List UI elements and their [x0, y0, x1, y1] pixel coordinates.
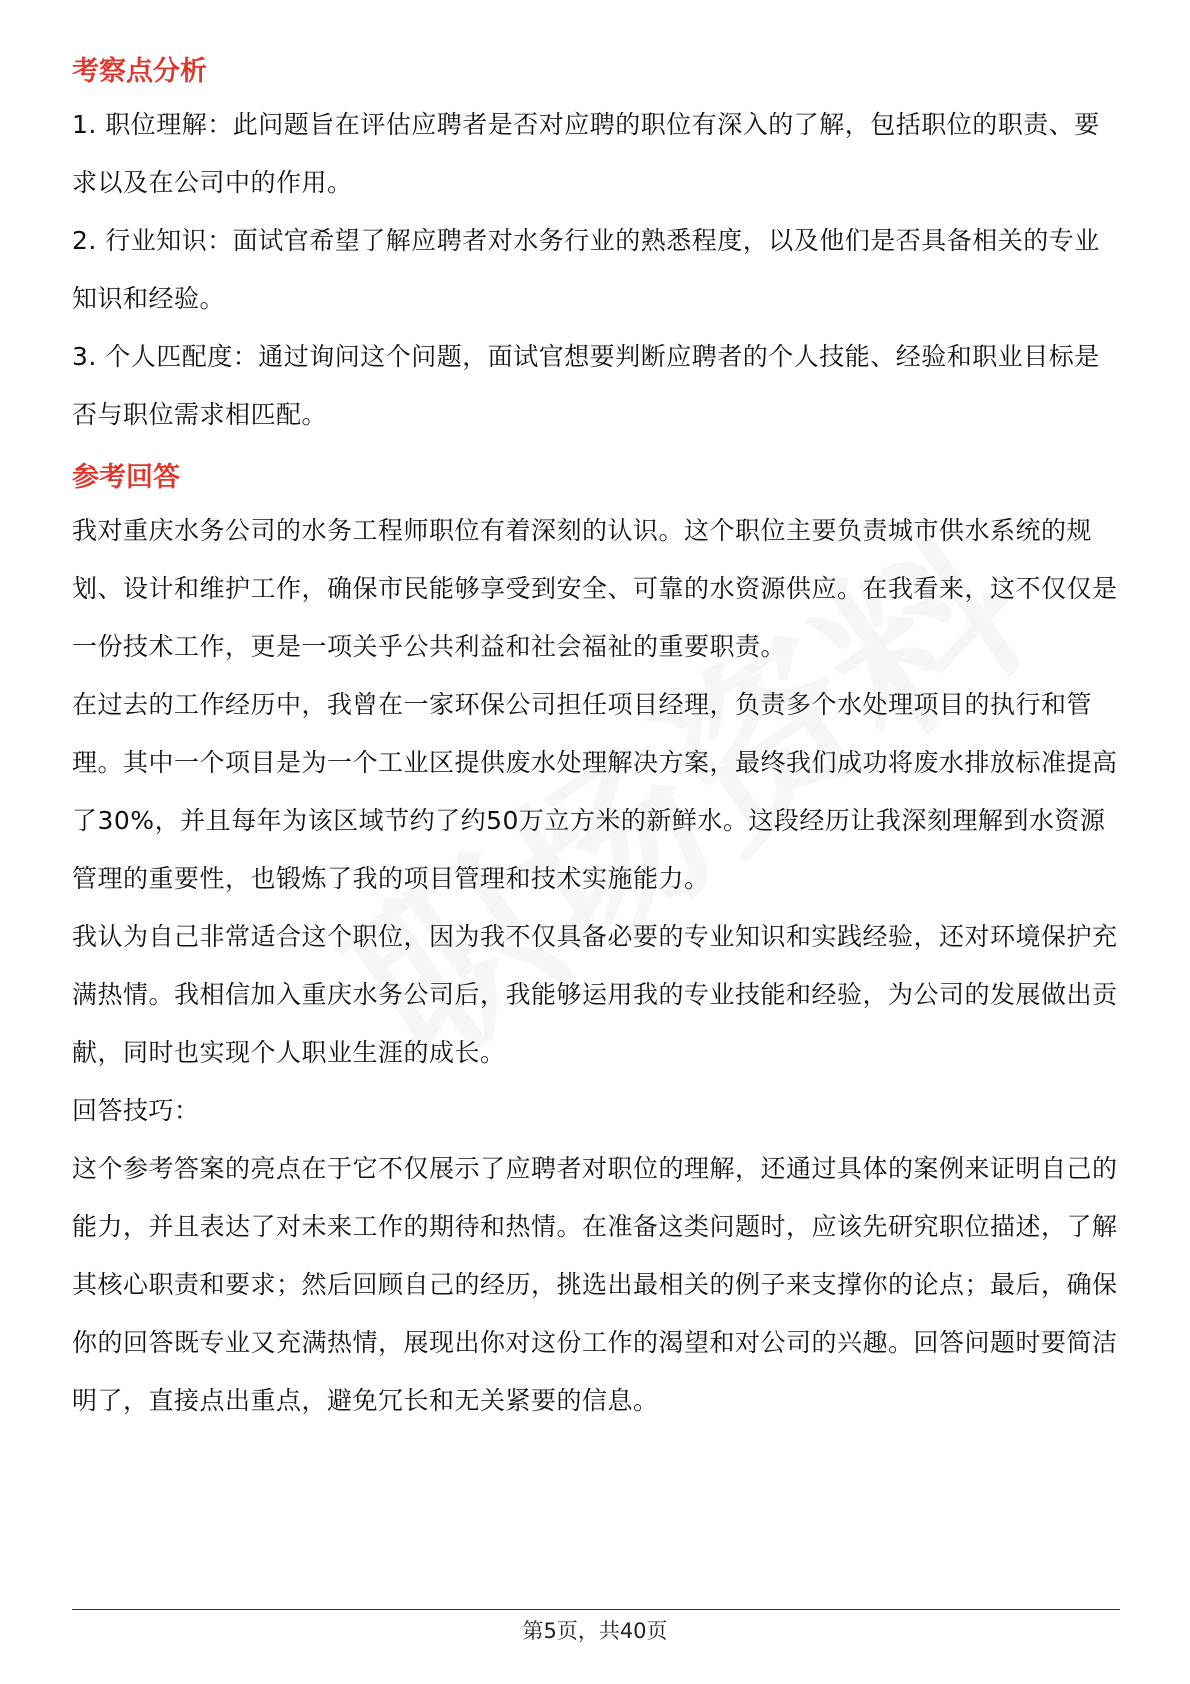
reference-paragraph-1: 我对重庆水务公司的水务工程师职位有着深刻的认识。这个职位主要负责城市供水系统的规划、设计和维护工作，确保市民能够享受到安全、可靠的水资源供应。在我看来，这不仅仅是一份技术工作，更是一项关乎公共利益和社会福祉的重要职责。	[72, 516, 1118, 661]
tips-text: 这个参考答案的亮点在于它不仅展示了应聘者对职位的理解，还通过具体的案例来证明自己的能力，并且表达了对未来工作的期待和热情。在准备这类问题时，应该先研究职位描述，了解其核心职责和要求；然后回顾自己的经历，挑选出最相关的例子来支撑你的论点；最后，确保你的回答既专业又充满热情，展现出你对这份工作的渴望和对公司的兴趣。回答问题时要简洁明了，直接点出重点，避免冗长和无关紧要的信息。	[72, 1154, 1118, 1415]
page-number: 第5页，共40页	[522, 1619, 668, 1643]
reference-title: 参考回答	[72, 462, 180, 493]
reference-paragraph-3: 我认为自己非常适合这个职位，因为我不仅具备必要的专业知识和实践经验，还对环境保护充满热情。我相信加入重庆水务公司后，我能够运用我的专业技能和经验，为公司的发展做出贡献，同时也实现个人职业生涯的成长。	[72, 922, 1118, 1067]
analysis-title: 考察点分析	[72, 56, 207, 87]
section-gap	[72, 444, 1120, 454]
footer-divider	[72, 1609, 1120, 1610]
tips-label: 回答技巧：	[72, 1096, 200, 1125]
page-content	[72, 48, 1120, 1430]
reference-paragraph-2: 在过去的工作经历中，我曾在一家环保公司担任项目经理，负责多个水处理项目的执行和管理。其中一个项目是为一个工业区提供废水处理解决方案，最终我们成功将废水排放标准提高了30%，并且每年为该区域节约了约50万立方米的新鲜水。这段经历让我深刻理解到水资源管理的重要性，也锻炼了我的项目管理和技术实施能力。	[72, 690, 1118, 893]
analysis-item-2: 2. 行业知识：面试官希望了解应聘者对水务行业的熟悉程度，以及他们是否具备相关的专业知识和经验。	[72, 226, 1100, 313]
analysis-item-1: 1. 职位理解：此问题旨在评估应聘者是否对应聘的职位有深入的了解，包括职位的职责、要求以及在公司中的作用。	[72, 110, 1100, 197]
analysis-item-3: 3. 个人匹配度：通过询问这个问题，面试官想要判断应聘者的个人技能、经验和职业目标是否与职位需求相匹配。	[72, 342, 1100, 429]
